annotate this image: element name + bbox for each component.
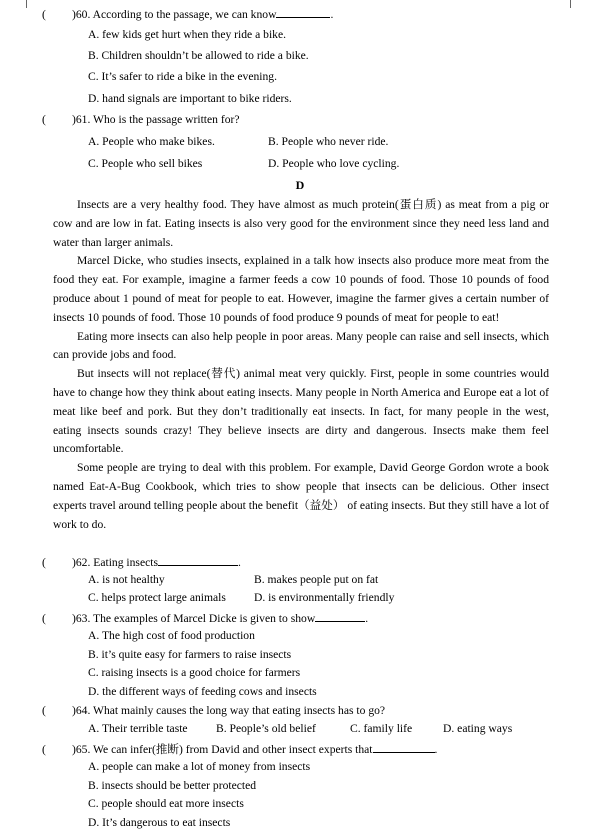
answer-paren: ( bbox=[42, 704, 46, 717]
corner-mark-right bbox=[570, 0, 579, 8]
corner-mark-left bbox=[18, 0, 27, 8]
option-60-a: A. few kids get hurt when they ride a bike. bbox=[88, 28, 287, 41]
question-stem: )63. The examples of Marcel Dicke is given to show bbox=[72, 612, 316, 625]
question-end: . bbox=[237, 556, 241, 569]
answer-blank bbox=[315, 610, 365, 622]
question-62 bbox=[42, 554, 241, 569]
option-63-d: D. the different ways of feeding cows and insects bbox=[88, 685, 317, 698]
option-65-c: C. people should eat more insects bbox=[88, 797, 244, 810]
option-61-c: C. People who sell bikes bbox=[88, 157, 203, 170]
question-63 bbox=[42, 610, 368, 625]
answer-paren: ( bbox=[42, 743, 46, 756]
question-64 bbox=[42, 704, 385, 717]
option-65-d: D. It’s dangerous to eat insects bbox=[88, 816, 231, 829]
option-60-c: C. It’s safer to ride a bike in the evening. bbox=[88, 70, 277, 83]
question-end: . bbox=[365, 612, 369, 625]
option-60-d: D. hand signals are important to bike riders. bbox=[88, 92, 292, 105]
passage-paragraph: Eating more insects can also help people in poor areas. Many people can raise and sell insects, which can provide jobs and food. bbox=[53, 329, 549, 362]
reading-passage bbox=[53, 196, 549, 534]
option-64-c: C. family life bbox=[350, 722, 413, 735]
option-62-a: A. is not healthy bbox=[88, 573, 165, 586]
answer-paren: ( bbox=[42, 8, 46, 21]
question-65 bbox=[42, 741, 437, 757]
question-stem: )62. Eating insects bbox=[72, 556, 158, 569]
question-end: . bbox=[434, 743, 438, 756]
option-60-b: B. Children shouldn’t be allowed to ride a bike. bbox=[88, 49, 309, 62]
option-64-d: D. eating ways bbox=[443, 722, 513, 735]
question-end: . bbox=[330, 8, 334, 21]
option-63-a: A. The high cost of food production bbox=[88, 629, 255, 642]
option-64-a: A. Their terrible taste bbox=[88, 722, 188, 735]
option-65-b: B. insects should be better protected bbox=[88, 779, 257, 792]
question-61 bbox=[42, 113, 240, 126]
question-stem: )61. Who is the passage written for? bbox=[72, 113, 240, 126]
section-heading: D bbox=[295, 178, 305, 192]
question-stem: )60. According to the passage, we can know bbox=[72, 8, 277, 21]
passage-paragraph: Marcel Dicke, who studies insects, explained in a talk how insects also produce more meat from the food they eat. For example, imagine a farmer feeds a cow 10 pounds of food. Those 10 pounds of food produce about 1 pound of meat for people to eat. However, imagine the farmer gives a certain number of insects 10 pounds of food. Those 10 pounds of food produce 9 pounds of meat for people to eat! bbox=[53, 254, 549, 324]
question-stem: )64. What mainly causes the long way that eating insects has to go? bbox=[72, 704, 386, 717]
option-64-b: B. People’s old belief bbox=[216, 722, 316, 735]
answer-paren: ( bbox=[42, 612, 46, 625]
option-62-c: C. helps protect large animals bbox=[88, 591, 226, 604]
option-62-b: B. makes people put on fat bbox=[254, 573, 379, 586]
option-63-b: B. it’s quite easy for farmers to raise insects bbox=[88, 648, 292, 661]
answer-blank bbox=[373, 741, 435, 753]
question-60 bbox=[42, 6, 333, 21]
option-61-b: B. People who never ride. bbox=[268, 135, 389, 148]
answer-paren: ( bbox=[42, 556, 46, 569]
option-63-c: C. raising insects is a good choice for farmers bbox=[88, 666, 301, 679]
option-65-a: A. people can make a lot of money from insects bbox=[88, 760, 311, 773]
answer-paren: ( bbox=[42, 113, 46, 126]
passage-paragraph: Some people are trying to deal with this problem. For example, David George Gordon wrote a book named Eat-A-Bug Cookbook, which tries to show people that insects can be delicious. Other insect experts travel around telling people about the benefit（益处） of eating insects. But they still have a lot of work to do. bbox=[53, 461, 549, 531]
question-stem: )65. We can infer(推断) from David and other insect experts that bbox=[72, 743, 373, 756]
option-61-d: D. People who love cycling. bbox=[268, 157, 400, 170]
option-61-a: A. People who make bikes. bbox=[88, 135, 215, 148]
option-62-d: D. is environmentally friendly bbox=[254, 591, 395, 604]
answer-blank bbox=[158, 554, 238, 566]
passage-paragraph: But insects will not replace(替代) animal meat very quickly. First, people in some countries would have to change how they think about eating insects. Many people in North America and Europe eat a lot of meat like beef and pork. But they don’t traditionally eat insects. In fact, for many people in the west, eating insects sounds crazy! They believe insects are dirty and dangerous. Insects make them feel uncomfortable. bbox=[53, 367, 549, 456]
answer-blank bbox=[276, 6, 330, 18]
passage-paragraph: Insects are a very healthy food. They have almost as much protein(蛋白质) as meat from a pig or cow and are low in fat. Eating insects is also very good for the environment since they need less land and water than larger animals. bbox=[53, 198, 549, 249]
